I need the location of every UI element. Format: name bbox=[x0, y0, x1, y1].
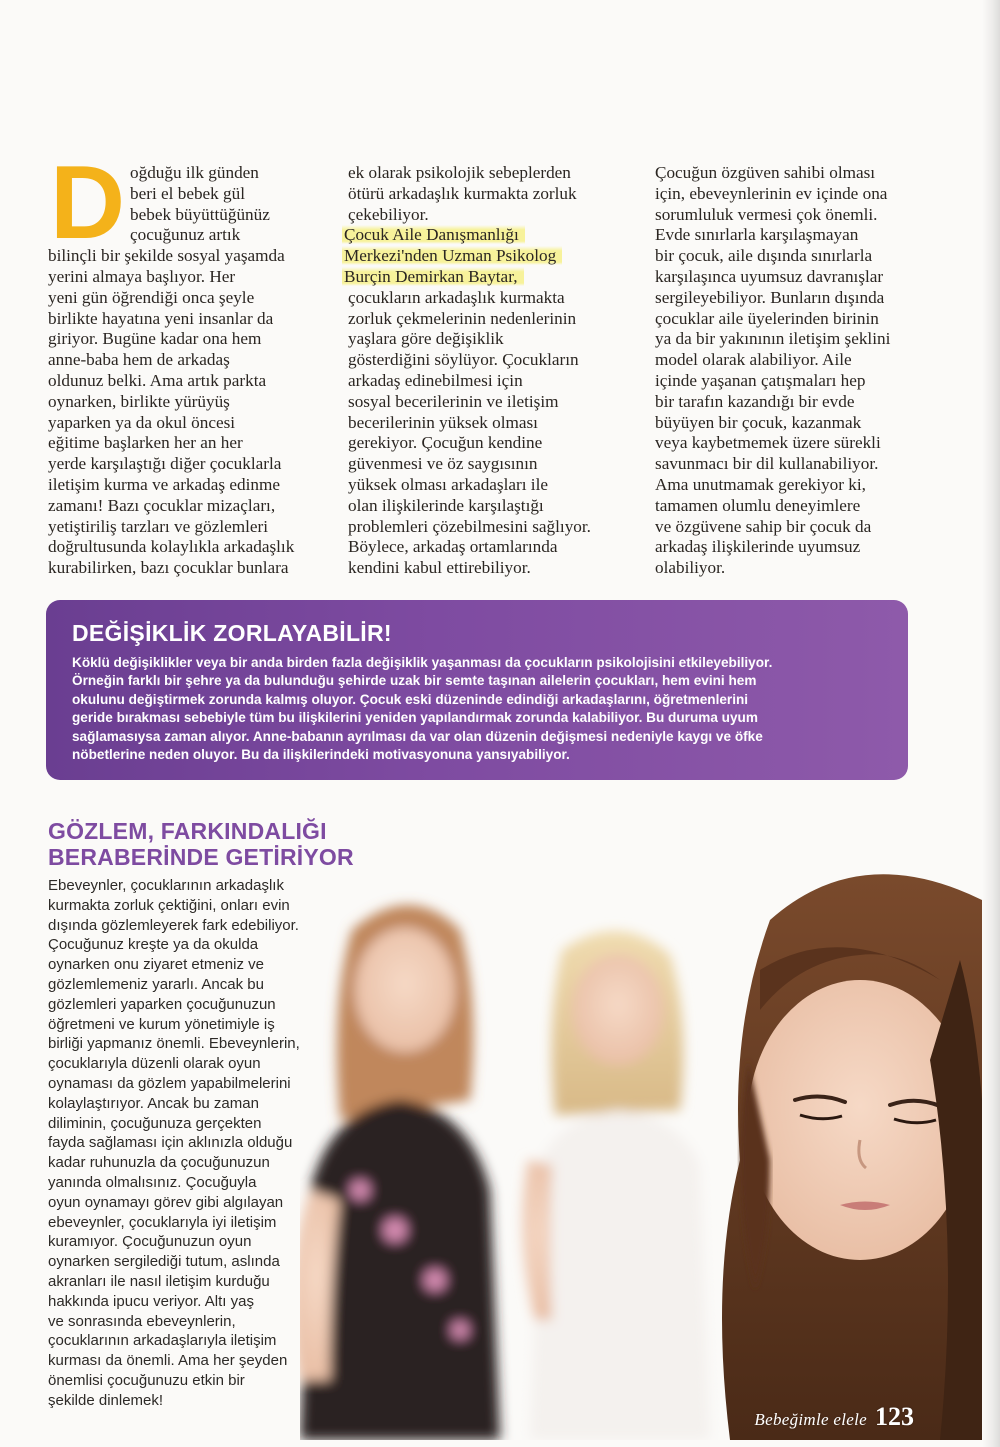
col3-line: olabiliyor. bbox=[655, 558, 726, 578]
section-title-line: BERABERİNDE GETİRİYOR bbox=[48, 844, 354, 870]
col1-line: yetiştiriliş tarzları ve gözlemleri bbox=[48, 516, 269, 536]
col3-line: arkadaş ilişkilerinde uyumsuz bbox=[655, 537, 861, 557]
col2-line: problemleri çözebilmesini sağlıyor. bbox=[348, 516, 591, 536]
magazine-brand: Bebeğimle elele bbox=[754, 1410, 867, 1429]
col1-line: oynarken, birlikte yürüyüş bbox=[48, 391, 230, 411]
col2-line: ötürü arkadaşlık kurmakta zorluk bbox=[348, 183, 577, 203]
col3-line: ve özgüvene sahip bir çocuk da bbox=[655, 516, 872, 536]
section-body-line: ebeveynler, çocuklarıyla iyi iletişim bbox=[48, 1213, 277, 1231]
col2-line: Böylece, arkadaş ortamlarında bbox=[348, 537, 558, 557]
section-body-line: birliği yapmanız önemli. Ebeveynlerin, bbox=[48, 1035, 300, 1053]
col2-line: olan ilişkilerinde karşılaştığı bbox=[348, 495, 544, 515]
highlighted-text: Merkezi'nden Uzman Psikolog bbox=[342, 246, 562, 265]
highlighted-text: Burçin Demirkan Baytar, bbox=[342, 267, 524, 286]
section-body-line: oynaması da gözlem yapabilmelerini bbox=[48, 1074, 291, 1092]
col1-line: yerini almaya başlıyor. Her bbox=[48, 266, 236, 286]
col1-line: çocuğunuz artık bbox=[130, 225, 241, 245]
article-column-1 bbox=[48, 163, 316, 579]
section-body-line: kurmakta zorluk çektiğini, onları evin bbox=[48, 896, 290, 914]
drop-cap: D bbox=[50, 145, 126, 261]
section-body-line: oyun oynamayı görev gibi algılayan bbox=[48, 1193, 284, 1211]
col3-line: bir tarafın kazandığı bir evde bbox=[655, 391, 855, 411]
section-body-line: fayda sağlaması için aklınızla olduğu bbox=[48, 1134, 293, 1152]
col1-line: doğrultusunda kolaylıkla arkadaşlık bbox=[48, 537, 295, 557]
callout-line: okulunu değiştirmek zorunda kalmış oluyor. Çocuk eski düzeninde edindiği arkadaşlarını, öğretmenlerini bbox=[72, 691, 749, 707]
section-body-line: çocuklarının arkadaşlarıyla iletişim bbox=[48, 1332, 277, 1350]
col3-line: Evde sınırlarla karşılaşmayan bbox=[655, 225, 859, 245]
girl-left bbox=[300, 905, 500, 1440]
section-body-line: kolaylaştırıyor. Ancak bu zaman bbox=[48, 1094, 259, 1112]
section-body-line: oynarken onu ziyaret etmeniz ve bbox=[48, 956, 264, 974]
children-photo-illustration bbox=[300, 860, 982, 1440]
section-body-line: Çocuğunuz kreşte ya da okulda bbox=[48, 936, 259, 954]
col3-line: karşılaşınca uyumsuz davranışlar bbox=[655, 266, 884, 286]
col2-line: çocukların arkadaşlık kurmakta bbox=[348, 287, 565, 307]
col1-line: oldunuz belki. Ama artık parkta bbox=[48, 370, 267, 390]
section-title-line: GÖZLEM, FARKINDALIĞI bbox=[48, 818, 327, 844]
section-body-line: kuramıyor. Çocuğunuzun oyun bbox=[48, 1233, 252, 1251]
col2-line: gösterdiğini söylüyor. Çocukların bbox=[348, 350, 579, 370]
section-body bbox=[48, 876, 300, 1411]
col2-line: yüksek olması arkadaşları ile bbox=[348, 474, 548, 494]
section-body-line: çocuklarıyla düzenli olarak oyun bbox=[48, 1055, 261, 1073]
col1-line: yeni gün öğrendiği onca şeyle bbox=[48, 287, 255, 307]
girl-middle bbox=[523, 931, 710, 1440]
section-body-line: dışında gözlemleyerek fark edebiliyor. bbox=[48, 916, 299, 934]
col1-line: birlikte hayatına yeni insanlar da bbox=[48, 308, 274, 328]
callout-line: Örneğin farklı bir şehre ya da bulunduğu şehirde uzak bir semte taşınan ailelerin çocukları, hem evini hem bbox=[72, 673, 757, 689]
col3-line: tamamen olumlu deneyimlere bbox=[655, 495, 861, 515]
col3-line: ya da bir yakınının iletişim şeklini bbox=[655, 329, 891, 349]
col3-line: sorumluluk vermesi çok önemli. bbox=[655, 204, 878, 224]
article-column-2 bbox=[344, 163, 628, 579]
col2-highlight-line bbox=[344, 266, 628, 288]
col3-line: çocuklar aile üyelerinden birinin bbox=[655, 308, 879, 328]
col1-line: oğduğu ilk günden bbox=[130, 163, 259, 182]
highlighted-text: Çocuk Aile Danışmanlığı bbox=[342, 225, 525, 244]
section-body-line: ve sonrasında ebeveynlerin, bbox=[48, 1312, 236, 1330]
col2-line: ek olarak psikolojik sebeplerden bbox=[348, 163, 571, 182]
col2-highlight-line bbox=[344, 246, 628, 267]
col3-line: içinde yaşanan çatışmaları hep bbox=[655, 370, 866, 390]
section-body-line: Ebeveynler, çocuklarının arkadaşlık bbox=[48, 877, 284, 894]
col1-line: eğitime başlarken her an her bbox=[48, 433, 243, 453]
children-photo bbox=[300, 860, 982, 1440]
col3-line: veya kaybetmemek üzere sürekli bbox=[655, 433, 881, 453]
col2-line: çekebiliyor. bbox=[348, 204, 429, 224]
col3-line: sergileyebiliyor. Bunların dışında bbox=[655, 287, 885, 307]
section-body-line: önemlisi çocuğunuzu etkin bir bbox=[48, 1371, 245, 1389]
col1-line: bebek büyüttüğünüz bbox=[130, 204, 270, 224]
col2-line: sosyal becerilerinin ve iletişim bbox=[348, 391, 559, 411]
col2-highlight-line bbox=[344, 225, 628, 246]
col1-line: iletişim kurma ve arkadaş edinme bbox=[48, 474, 280, 494]
page-edge-shadow bbox=[982, 0, 1000, 1447]
callout-title: DEĞİŞİKLİK ZORLAYABİLİR! bbox=[72, 620, 392, 646]
col3-line: büyüyen bir çocuk, kazanmak bbox=[655, 412, 862, 432]
col1-line: yaparken ya da okul öncesi bbox=[48, 412, 236, 432]
callout-line: sağlamasıysa zaman alıyor. Anne-babanın ayrılması da var olan düzenin değişmesi nedeniyle kaygı ve öfke bbox=[72, 728, 763, 744]
section-body-line: akranları ile nasıl iletişim kurduğu bbox=[48, 1272, 270, 1290]
col3-line: savunmacı bir dil kullanabiliyor. bbox=[655, 454, 879, 474]
page-footer bbox=[754, 1402, 914, 1432]
col3-line: model olarak alabiliyor. Aile bbox=[655, 350, 852, 370]
section-body-line: öğretmeni ve kurum yönetimiyle iş bbox=[48, 1015, 275, 1033]
col2-line: becerilerinin yüksek olması bbox=[348, 412, 538, 432]
col3-line: Çocuğun özgüven sahibi olması bbox=[655, 163, 876, 182]
girl-foreground bbox=[722, 874, 982, 1440]
col1-line: kurabilirken, bazı çocuklar bunlara bbox=[48, 558, 289, 578]
callout-box bbox=[46, 600, 908, 780]
callout-body bbox=[72, 654, 884, 764]
col2-line: yaşlara göre değişiklik bbox=[348, 329, 504, 349]
section-body-line: oynarken sergilediği tutum, aslında bbox=[48, 1253, 280, 1271]
section-body-line: şekilde dinlemek! bbox=[48, 1391, 164, 1409]
col1-line: bilinçli bir şekilde sosyal yaşamda bbox=[48, 246, 285, 266]
section-body-line: kurması da önemli. Ama her şeyden bbox=[48, 1352, 288, 1370]
col1-line: zamanı! Bazı çocuklar mizaçları, bbox=[48, 495, 276, 515]
section-body-line: gözlemleri yaparken çocuğunuzun bbox=[48, 995, 276, 1013]
col2-line: kendini kabul ettirebiliyor. bbox=[348, 558, 531, 578]
col2-line: zorluk çekmelerinin nedenlerinin bbox=[348, 308, 577, 328]
section-body-line: yanında olmalısınız. Çocuğuyla bbox=[48, 1173, 257, 1191]
article-column-3 bbox=[655, 163, 935, 579]
col3-line: için, ebeveynlerinin ev içinde ona bbox=[655, 183, 888, 203]
col1-line: giriyor. Bugüne kadar ona hem bbox=[48, 329, 262, 349]
callout-line: geride bırakması sebebiyle tüm bu ilişkilerini yeniden yapılandırmak zorunda kalabiliyor. Bu duruma uyum bbox=[72, 710, 758, 726]
page-number: 123 bbox=[875, 1402, 914, 1431]
section-body-line: diliminin, çocuğunuza gerçekten bbox=[48, 1114, 262, 1132]
col1-line: anne-baba hem de arkadaş bbox=[48, 350, 230, 370]
section-body-line: kadar ruhunuzla da çocuğunuzun bbox=[48, 1154, 270, 1172]
section-body-line: hakkında ipucu veriyor. Altı yaş bbox=[48, 1292, 254, 1310]
callout-line: Köklü değişiklikler veya bir anda birden fazla değişiklik yaşanması da çocukların psikolojisini etkileyebiliyor. bbox=[72, 655, 773, 670]
callout-line: nöbetlerine neden oluyor. Bu da ilişkilerindeki motivasyonuna yansıyabiliyor. bbox=[72, 747, 570, 763]
col2-line: arkadaş edinebilmesi için bbox=[348, 370, 523, 390]
col1-line: yerde karşılaştığı diğer çocuklarla bbox=[48, 454, 282, 474]
col2-line: gerekiyor. Çocuğun kendine bbox=[348, 433, 543, 453]
section-body-line: gözlemlemeniz yararlı. Ancak bu bbox=[48, 975, 264, 993]
col2-line: güvenmesi ve öz saygısının bbox=[348, 454, 538, 474]
col3-line: Ama unutmamak gerekiyor ki, bbox=[655, 474, 866, 494]
col3-line: bir çocuk, aile dışında sınırlarla bbox=[655, 246, 873, 266]
col1-line: beri el bebek gül bbox=[130, 183, 246, 203]
